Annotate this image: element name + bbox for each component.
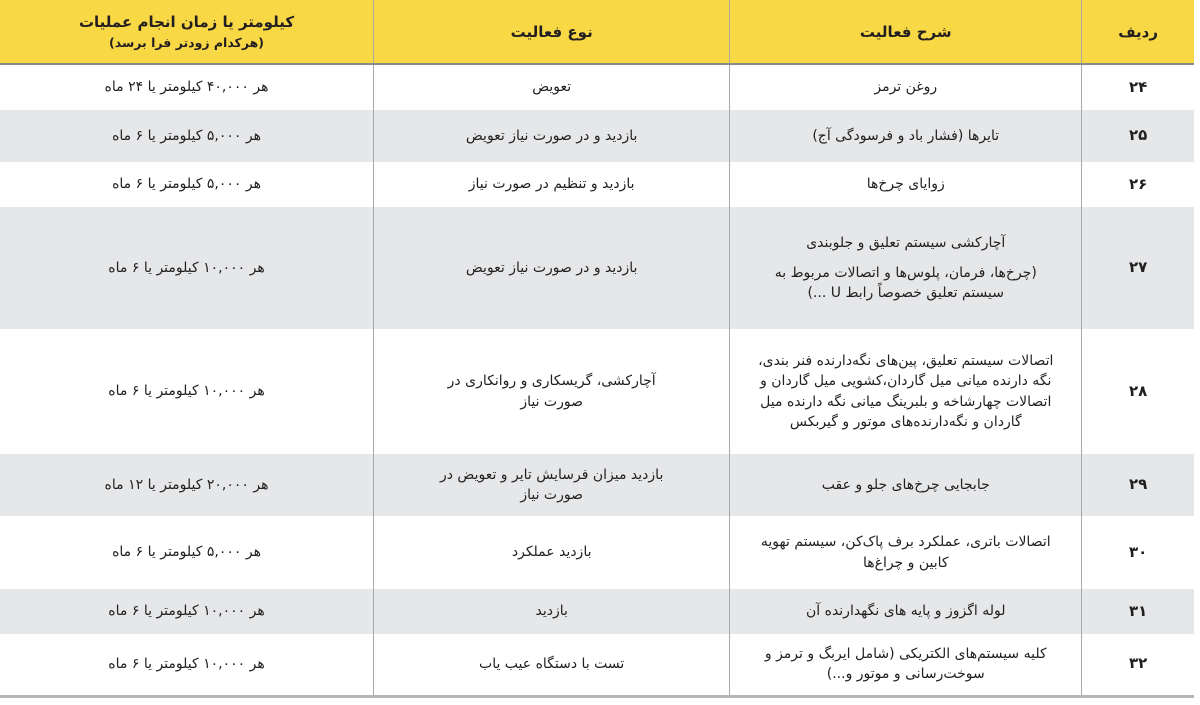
activity-type: بازدید عملکرد [374, 516, 730, 589]
table-row [0, 329, 1194, 454]
activity-description-line: سیستم تعلیق خصوصاً رابط U ...) [807, 285, 1005, 302]
row-number: ۲۵ [1082, 110, 1194, 162]
activity-type: بازدید [374, 589, 730, 634]
activity-type: بازدید و در صورت نیاز تعویض [374, 207, 730, 329]
interval: هر ۲۰,۰۰۰ کیلومتر یا ۱۲ ماه [0, 454, 374, 516]
header-interval-title: کیلومتر یا زمان انجام عملیات [78, 13, 295, 31]
activity-type-line: آچارکشی، گریسکاری و روانکاری در [447, 373, 656, 390]
activity-description [730, 516, 1082, 589]
activity-description: تایرها (فشار باد و فرسودگی آج) [730, 110, 1082, 162]
row-number: ۲۷ [1082, 207, 1194, 329]
activity-type-line: بازدید میزان فرسایش تایر و تعویض در [439, 466, 664, 483]
interval: هر ۵,۰۰۰ کیلومتر یا ۶ ماه [0, 162, 374, 207]
interval: هر ۵,۰۰۰ کیلومتر یا ۶ ماه [0, 516, 374, 589]
header-activity-type: نوع فعالیت [374, 0, 730, 64]
table-row [0, 589, 1194, 634]
activity-description-line: گاردان و نگه‌دارنده‌های موتور و گیربکس [789, 413, 1022, 430]
activity-description [730, 207, 1082, 329]
activity-type [374, 329, 730, 454]
table-row [0, 64, 1194, 110]
activity-description [730, 329, 1082, 454]
activity-description-line: نگه دارنده میانی میل گاردان،کشویی میل گاردان و [760, 373, 1052, 390]
interval: هر ۴۰,۰۰۰ کیلومتر یا ۲۴ ماه [0, 64, 374, 110]
table-row [0, 454, 1194, 516]
row-number: ۲۶ [1082, 162, 1194, 207]
activity-type: تعویض [374, 64, 730, 110]
activity-description-line: کابین و چراغ‌ها [862, 554, 949, 571]
table-row [0, 110, 1194, 162]
table-row [0, 516, 1194, 589]
activity-type-line: صورت نیاز [520, 487, 583, 503]
table-row [0, 207, 1194, 329]
row-number: ۳۲ [1082, 634, 1194, 696]
activity-description-line: (چرخ‌ها، فرمان، پلوس‌ها و اتصالات مربوط به [774, 264, 1037, 281]
activity-description: جابجایی چرخ‌های جلو و عقب [730, 454, 1082, 516]
activity-description-title: آچارکشی سیستم تعلیق و جلوبندی [806, 234, 1006, 251]
activity-description-line: اتصالات باتری، عملکرد برف پاک‌کن، سیستم تهویه [760, 534, 1051, 551]
interval: هر ۱۰,۰۰۰ کیلومتر یا ۶ ماه [0, 329, 374, 454]
row-number: ۲۸ [1082, 329, 1194, 454]
activity-type: بازدید و در صورت نیاز تعویض [374, 110, 730, 162]
interval: هر ۵,۰۰۰ کیلومتر یا ۶ ماه [0, 110, 374, 162]
interval: هر ۱۰,۰۰۰ کیلومتر یا ۶ ماه [0, 207, 374, 329]
row-number: ۳۰ [1082, 516, 1194, 589]
activity-description-line: کلیه سیستم‌های الکتریکی (شامل ایربگ و ترمز و [764, 645, 1047, 662]
activity-description-line: اتصالات سیستم تعلیق، پین‌های نگه‌دارنده فنر بندی، [758, 352, 1054, 369]
activity-description: زوایای چرخ‌ها [730, 162, 1082, 207]
header-activity-description: شرح فعالیت [730, 0, 1082, 64]
activity-description [730, 634, 1082, 696]
spacer [740, 253, 1071, 263]
table-body [0, 64, 1194, 696]
header-row-number: ردیف [1082, 0, 1194, 64]
activity-type-line: صورت نیاز [520, 393, 583, 410]
header-interval-subtitle: (هرکدام زودتر فرا برسد) [109, 35, 264, 50]
interval: هر ۱۰,۰۰۰ کیلومتر یا ۶ ماه [0, 589, 374, 634]
row-number: ۳۱ [1082, 589, 1194, 634]
row-number: ۲۴ [1082, 64, 1194, 110]
table-row [0, 162, 1194, 207]
activity-description-line: سوخت‌رسانی و موتور و...) [826, 666, 985, 683]
table-header [0, 0, 1194, 64]
activity-type [374, 454, 730, 516]
activity-description: روغن ترمز [730, 64, 1082, 110]
activity-type: تست با دستگاه عیب یاب [374, 634, 730, 696]
activity-description: لوله اگزوز و پایه های نگهدارنده آن [730, 589, 1082, 634]
activity-type: بازدید و تنظیم در صورت نیاز [374, 162, 730, 207]
header-row [0, 0, 1194, 64]
row-number: ۲۹ [1082, 454, 1194, 516]
table-row [0, 634, 1194, 696]
interval: هر ۱۰,۰۰۰ کیلومتر یا ۶ ماه [0, 634, 374, 696]
header-interval [0, 0, 374, 64]
activity-description-line: اتصالات چهارشاخه و بلبرینگ میانی نگه دارنده میل [760, 393, 1052, 410]
